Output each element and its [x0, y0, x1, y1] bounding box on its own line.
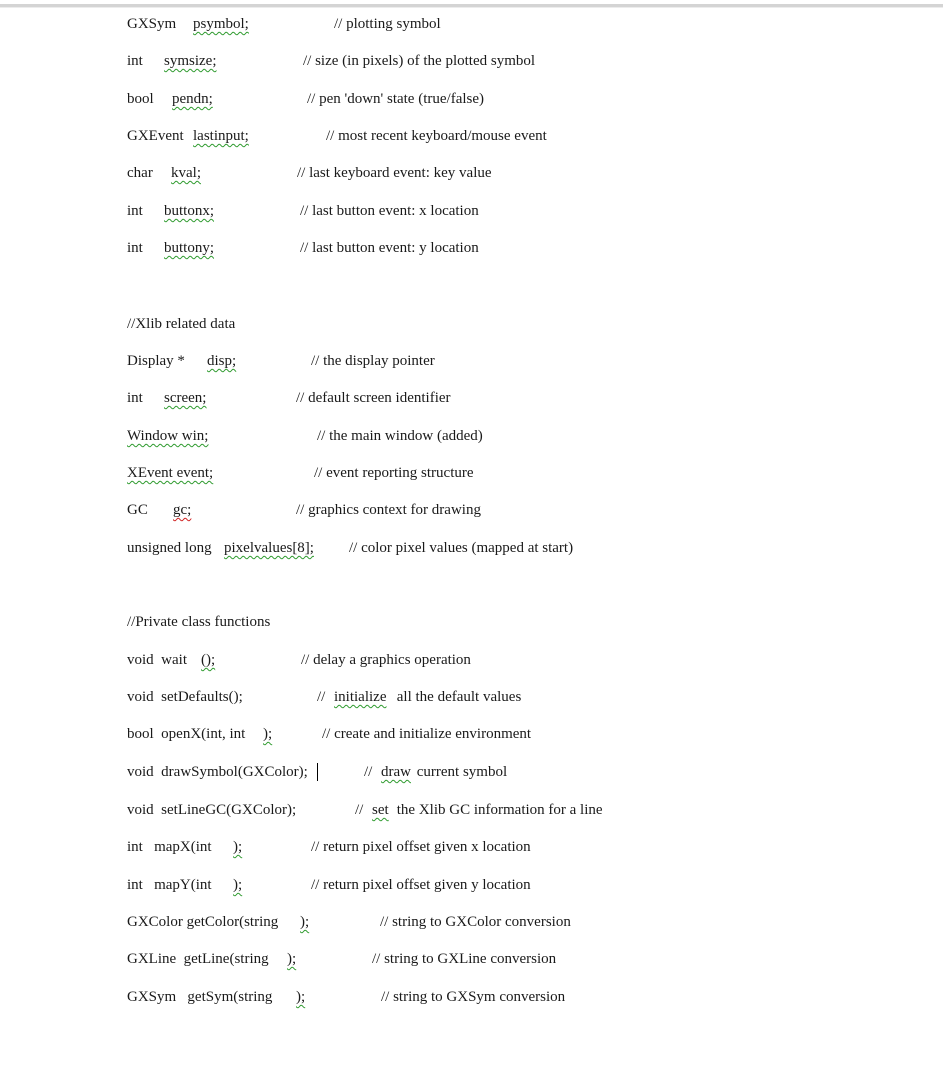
code-line [0, 761, 943, 783]
code-comment-prefix: // [355, 802, 364, 818]
code-line [0, 350, 943, 372]
code-identifier: ); [296, 989, 306, 1005]
code-comment: // pen 'down' state (true/false) [307, 91, 485, 107]
code-comment: // delay a graphics operation [301, 652, 471, 668]
code-comment-word: set [372, 802, 389, 818]
code-type: int [127, 53, 155, 69]
code-type: GXEvent [127, 128, 188, 144]
code-type: unsigned long [127, 540, 216, 556]
code-function: GXLine getLine(string [127, 951, 269, 967]
code-function: GXColor getColor(string [127, 914, 279, 930]
code-function: void setLineGC(GXColor); [127, 802, 297, 818]
code-line [0, 200, 943, 222]
section-comment [0, 611, 943, 633]
code-function: bool openX(int, int [127, 726, 246, 742]
section-comment [0, 313, 943, 335]
code-comment: // return pixel offset given y location [311, 877, 531, 893]
code-identifier: buttony; [164, 240, 215, 256]
code-declaration: XEvent event; [127, 465, 214, 481]
code-type: int [127, 240, 155, 256]
code-line [0, 948, 943, 970]
code-identifier: gc; [173, 502, 192, 518]
code-line [0, 462, 943, 484]
code-comment: current symbol [413, 764, 508, 780]
code-type: GXSym [127, 16, 184, 32]
code-function: int mapY(int [127, 877, 212, 893]
code-type: GC [127, 502, 163, 518]
code-identifier: ); [287, 951, 297, 967]
code-function: void setDefaults(); [127, 689, 243, 705]
code-type: Display * [127, 353, 185, 369]
code-identifier: symsize; [164, 53, 217, 69]
code-comment: // last keyboard event: key value [297, 165, 492, 181]
code-comment: // string to GXLine conversion [372, 951, 557, 967]
code-type: int [127, 203, 155, 219]
code-line [0, 649, 943, 671]
code-function: void drawSymbol(GXColor); [127, 764, 308, 780]
code-comment: // most recent keyboard/mouse event [326, 128, 547, 144]
code-comment: // plotting symbol [334, 16, 441, 32]
code-line [0, 499, 943, 521]
code-identifier: pixelvalues[8]; [224, 540, 314, 556]
code-type: int [127, 390, 155, 406]
code-function: void wait [127, 652, 187, 668]
code-line [0, 874, 943, 896]
code-line [0, 537, 943, 559]
code-line [0, 162, 943, 184]
code-identifier: ); [233, 877, 243, 893]
code-line [0, 686, 943, 708]
code-comment-word: draw [381, 764, 411, 780]
code-identifier: lastinput; [193, 128, 249, 144]
code-identifier: disp; [207, 353, 237, 369]
code-comment: // string to GXSym conversion [381, 989, 566, 1005]
code-comment: // default screen identifier [296, 390, 451, 406]
code-comment: // size (in pixels) of the plotted symbol [303, 53, 536, 69]
code-comment-prefix: // [364, 764, 373, 780]
code-line [0, 911, 943, 933]
code-line [0, 425, 943, 447]
code-comment: all the default values [393, 689, 522, 705]
code-identifier: buttonx; [164, 203, 215, 219]
code-type: char [127, 165, 161, 181]
code-identifier: psymbol; [193, 16, 249, 32]
code-identifier: ); [300, 914, 310, 930]
code-identifier: (); [201, 652, 216, 668]
code-line [0, 50, 943, 72]
text-cursor [317, 763, 318, 781]
code-comment: // string to GXColor conversion [380, 914, 571, 930]
code-comment: // last button event: x location [300, 203, 479, 219]
code-line [0, 799, 943, 821]
code-identifier: kval; [171, 165, 201, 181]
code-line [0, 125, 943, 147]
code-line [0, 836, 943, 858]
section-heading: //Private class functions [127, 614, 271, 630]
code-line [0, 88, 943, 110]
code-function: int mapX(int [127, 839, 212, 855]
code-identifier: screen; [164, 390, 207, 406]
code-comment: // the main window (added) [317, 428, 483, 444]
code-comment: // event reporting structure [314, 465, 474, 481]
code-line [0, 387, 943, 409]
code-comment: // color pixel values (mapped at start) [349, 540, 574, 556]
code-identifier: ); [233, 839, 243, 855]
code-function: GXSym getSym(string [127, 989, 273, 1005]
code-declaration: Window win; [127, 428, 209, 444]
code-comment: // last button event: y location [300, 240, 479, 256]
code-type: bool [127, 91, 162, 107]
code-comment-word: initialize [334, 689, 387, 705]
code-comment: // return pixel offset given x location [311, 839, 531, 855]
code-line [0, 986, 943, 1008]
code-comment-prefix: // [317, 689, 326, 705]
code-identifier: pendn; [172, 91, 213, 107]
code-identifier: ); [263, 726, 273, 742]
code-comment: // graphics context for drawing [296, 502, 481, 518]
code-line [0, 723, 943, 745]
code-line [0, 13, 943, 35]
code-comment: // the display pointer [311, 353, 435, 369]
code-comment: the Xlib GC information for a line [393, 802, 603, 818]
code-comment: // create and initialize environment [322, 726, 532, 742]
code-line [0, 237, 943, 259]
section-heading: //Xlib related data [127, 316, 236, 332]
